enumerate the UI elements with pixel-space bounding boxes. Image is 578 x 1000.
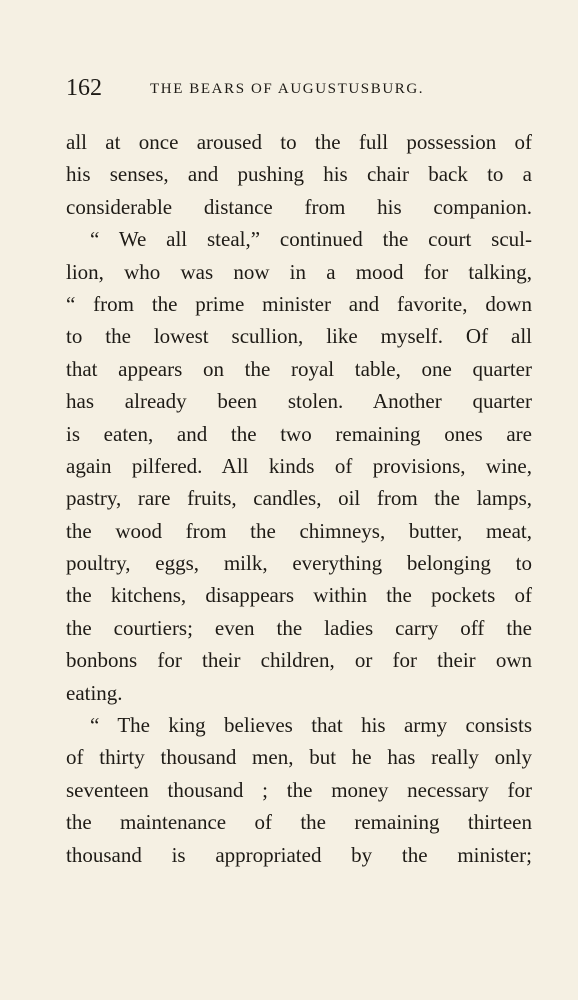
- text-line: seventeen thousand ; the money necessary for: [66, 777, 532, 802]
- text-line: his senses, and pushing his chair back to a: [66, 162, 532, 187]
- text-line: the courtiers; even the ladies carry off the: [66, 615, 532, 640]
- text-line: considerable distance from his companion.: [66, 194, 532, 219]
- text-line: of thirty thousand men, but he has really only: [66, 745, 532, 770]
- page-number: 162: [66, 75, 102, 101]
- page-header: [66, 72, 536, 104]
- text-line: again pilfered. All kinds of provisions, wine,: [66, 453, 532, 478]
- text-line: all at once aroused to the full possession of: [66, 130, 532, 154]
- text-line: poultry, eggs, milk, everything belonging to: [66, 551, 532, 576]
- text-line: pastry, rare fruits, candles, oil from the lamps,: [66, 486, 532, 511]
- text-line: the kitchens, disappears within the pockets of: [66, 583, 532, 608]
- text-line: bonbons for their children, or for their own: [66, 648, 532, 673]
- text-line: to the lowest scullion, like myself. Of all: [66, 324, 532, 349]
- text-line: “ We all steal,” continued the court scul-: [90, 227, 532, 252]
- text-line: eating.: [66, 680, 123, 705]
- text-line: the maintenance of the remaining thirteen: [66, 810, 532, 835]
- running-title: THE BEARS OF AUGUSTUSBURG.: [150, 81, 425, 97]
- text-line: thousand is appropriated by the minister;: [66, 842, 532, 867]
- text-line: that appears on the royal table, one quarter: [66, 356, 532, 381]
- text-line: “ from the prime minister and favorite, down: [66, 291, 532, 316]
- body-text: [66, 126, 532, 871]
- text-line: is eaten, and the two remaining ones are: [66, 421, 532, 446]
- text-line: lion, who was now in a mood for talking,: [66, 259, 532, 284]
- text-line: has already been stolen. Another quarter: [66, 389, 532, 414]
- text-line: “ The king believes that his army consists: [90, 713, 532, 738]
- text-line: the wood from the chimneys, butter, meat,: [66, 518, 532, 543]
